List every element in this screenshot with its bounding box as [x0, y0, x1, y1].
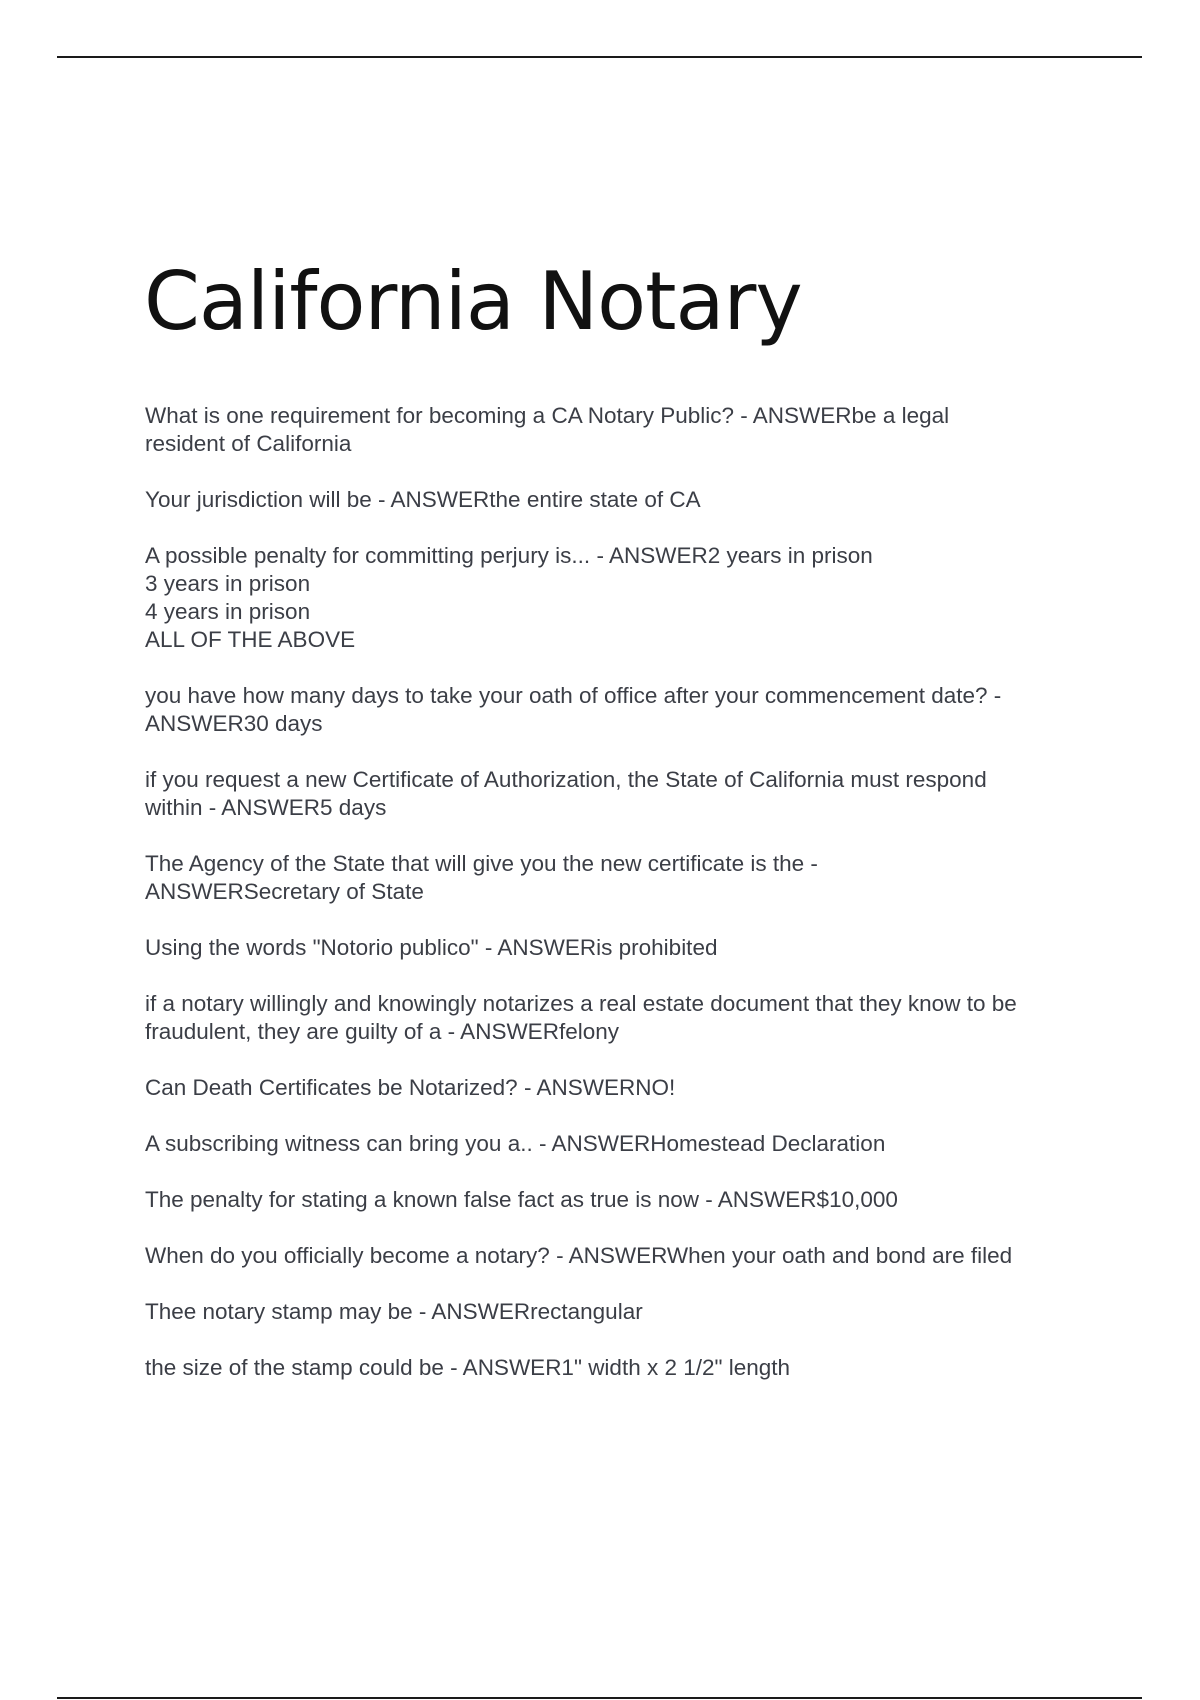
document-title: California Notary [144, 255, 802, 348]
qa-item: When do you officially become a notary? - ANSWERWhen your oath and bond are filed [145, 1243, 1013, 1268]
qa-item: What is one requirement for becoming a CA Notary Public? - ANSWERbe a legal resident of California [145, 403, 950, 456]
qa-item: The Agency of the State that will give you the new certificate is the - ANSWERSecretary of State [145, 851, 818, 904]
qa-item: Can Death Certificates be Notarized? - ANSWERNO! [145, 1075, 676, 1100]
header-rule [57, 56, 1142, 58]
qa-item: A possible penalty for committing perjury is... - ANSWER2 years in prison 3 years in prison 4 years in prison ALL OF THE ABOVE [145, 543, 873, 652]
qa-item: Using the words "Notorio publico" - ANSWERis prohibited [145, 935, 718, 960]
qa-item: if you request a new Certificate of Authorization, the State of California must respond within - ANSWER5 days [145, 767, 987, 820]
footer-rule [57, 1697, 1142, 1699]
qa-item: Thee notary stamp may be - ANSWERrectangular [145, 1299, 643, 1324]
qa-list [145, 402, 1095, 1410]
qa-item: if a notary willingly and knowingly notarizes a real estate document that they know to be fraudulent, they are guilty of a - ANSWERfelony [145, 991, 1017, 1044]
qa-item: Your jurisdiction will be - ANSWERthe entire state of CA [145, 487, 701, 512]
qa-item: you have how many days to take your oath of office after your commencement date? - ANSWER30 days [145, 683, 1002, 736]
qa-item: the size of the stamp could be - ANSWER1" width x 2 1/2" length [145, 1355, 791, 1380]
qa-item: A subscribing witness can bring you a.. - ANSWERHomestead Declaration [145, 1131, 886, 1156]
qa-item: The penalty for stating a known false fact as true is now - ANSWER$10,000 [145, 1187, 898, 1212]
